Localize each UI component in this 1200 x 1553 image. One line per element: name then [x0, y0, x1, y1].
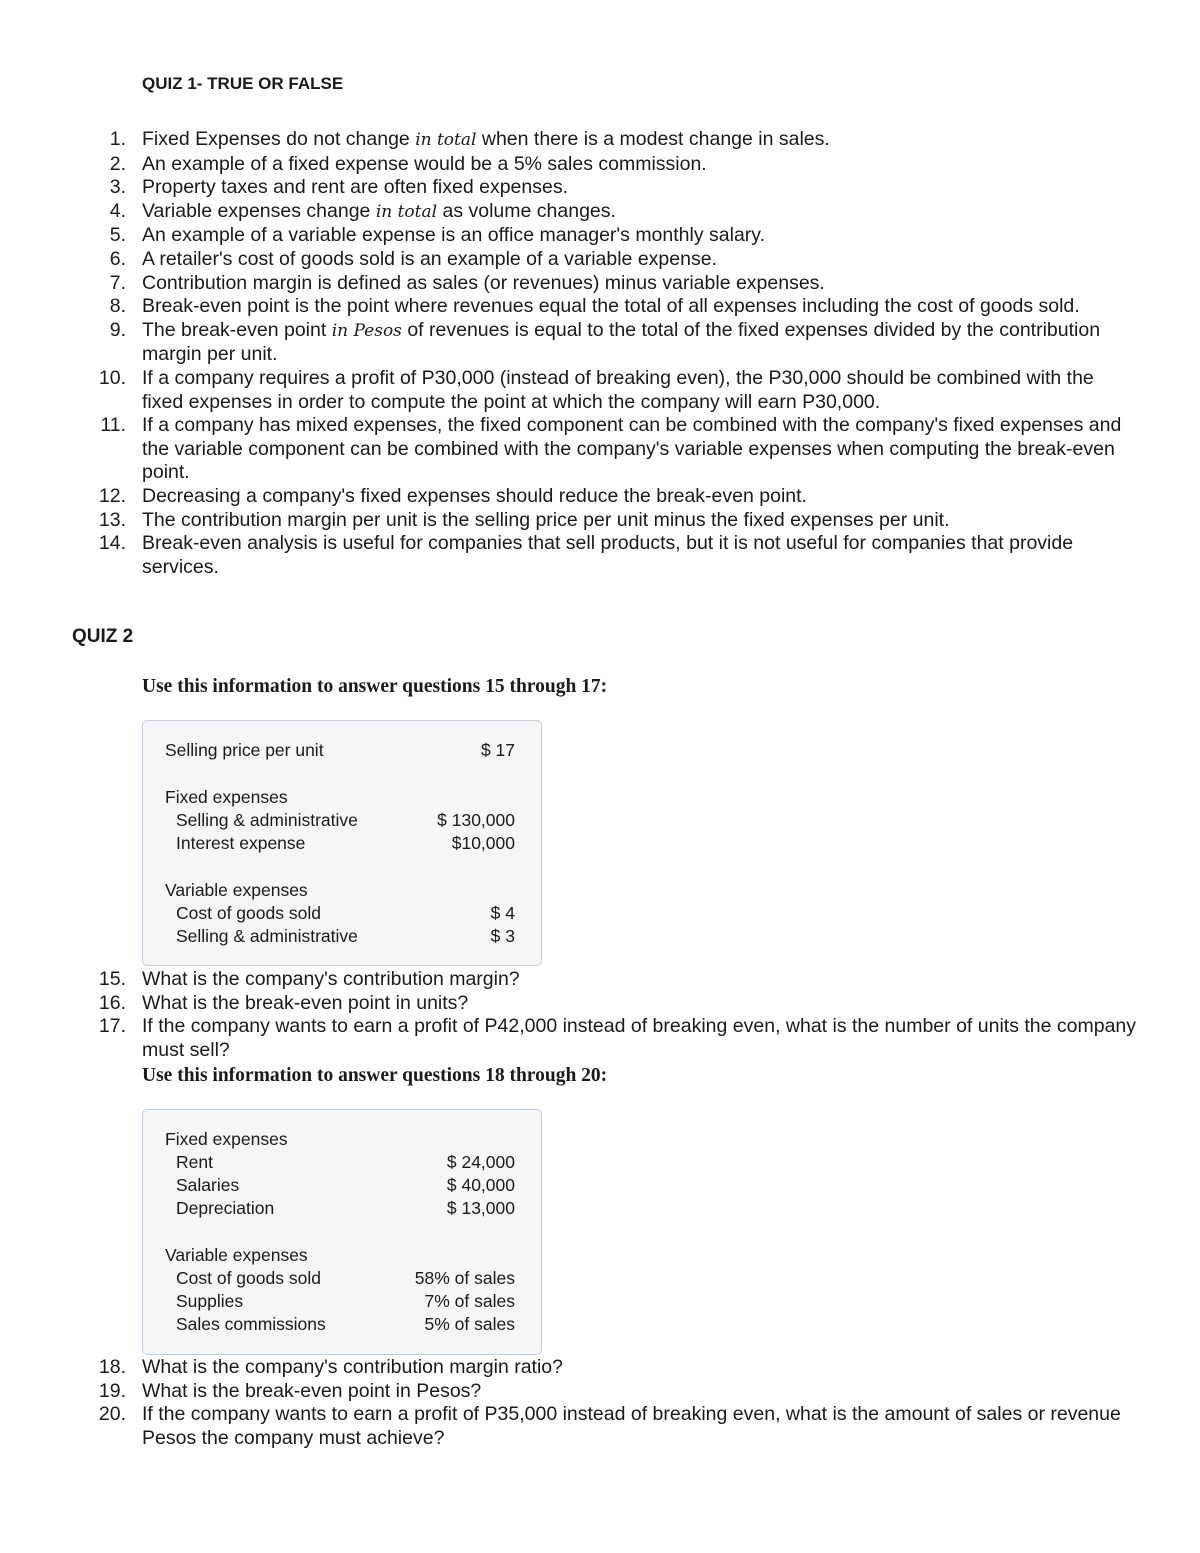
- row-label: Depreciation: [176, 1198, 275, 1218]
- emphasis: in total: [375, 201, 438, 222]
- info-table-2: [142, 1109, 542, 1355]
- row-label: Selling & administrative: [176, 810, 358, 830]
- quiz1-question-list: [0, 128, 1140, 579]
- item-number: 1.: [109, 128, 126, 150]
- item-text: The contribution margin per unit is the selling price per unit minus the fixed expenses per unit.: [142, 508, 950, 531]
- list-item: [0, 367, 1140, 414]
- row-value: 7% of sales: [424, 1291, 515, 1311]
- row-label: Selling & administrative: [176, 926, 358, 946]
- list-item: [0, 968, 1140, 992]
- table-row: [143, 1152, 541, 1175]
- item-text: If the company wants to earn a profit of P35,000 instead of breaking even, what is the amount of sales or revenue Pesos the company must achieve?: [142, 1403, 1121, 1449]
- item-number: 7.: [109, 271, 126, 294]
- list-item: [0, 992, 1140, 1016]
- info-heading-18-20: Use this information to answer questions 18 through 20:: [142, 1065, 608, 1086]
- item-text: Break-even point is the point where revenues equal the total of all expenses including the cost of goods sold.: [142, 295, 1080, 318]
- item-number: 4.: [109, 199, 126, 222]
- emphasis: in total: [415, 130, 477, 150]
- row-value: 58% of sales: [414, 1268, 515, 1288]
- table-section-header: [143, 880, 541, 903]
- item-number: 17.: [98, 1015, 126, 1038]
- row-label: Variable expenses: [165, 1245, 308, 1265]
- item-number: 20.: [98, 1403, 126, 1426]
- item-number: 11.: [100, 414, 126, 437]
- item-text: If a company requires a profit of P30,000 (instead of breaking even), the P30,000 should be combined with the fixed expenses in order to compute the point at which the company will earn P30,000.: [142, 366, 1094, 413]
- quiz2-title: QUIZ 2: [72, 626, 134, 647]
- item-text: Break-even analysis is useful for companies that sell products, but it is not useful for companies that provide services.: [142, 532, 1074, 578]
- quiz2-question-list-2: [0, 1356, 1140, 1450]
- table-row: [143, 1291, 541, 1314]
- item-text: An example of a variable expense is an office manager's monthly salary.: [142, 224, 766, 247]
- item-number: 14.: [98, 532, 126, 555]
- list-item: [0, 153, 1140, 177]
- table-row: [143, 833, 541, 856]
- item-text: What is the break-even point in Pesos?: [142, 1379, 482, 1402]
- table-row: [143, 1198, 541, 1221]
- item-text: What is the break-even point in units?: [142, 991, 469, 1014]
- table-section-header: [143, 1245, 541, 1268]
- item-number: 16.: [98, 991, 126, 1014]
- item-text: What is the company's contribution margin?: [142, 968, 520, 990]
- row-value: $10,000: [451, 833, 515, 853]
- info-table-1: [142, 720, 542, 966]
- item-number: 8.: [109, 295, 126, 318]
- row-label: Selling price per unit: [165, 740, 324, 760]
- item-text: The break-even point in Pesos of revenues is equal to the total of the fixed expenses divided by the contribution margin per unit.: [142, 318, 1101, 366]
- item-text: An example of a fixed expense would be a 5% sales commission.: [142, 152, 707, 175]
- list-item: [0, 224, 1140, 248]
- list-item: [0, 272, 1140, 296]
- item-text: A retailer's cost of goods sold is an example of a variable expense.: [142, 247, 717, 270]
- item-number: 9.: [109, 318, 126, 341]
- row-label: Salaries: [176, 1175, 240, 1195]
- item-number: 3.: [109, 176, 126, 199]
- list-item: [0, 1015, 1140, 1062]
- row-label: Supplies: [176, 1291, 244, 1311]
- row-label: Cost of goods sold: [176, 903, 321, 923]
- list-item: [0, 319, 1140, 367]
- table-row: [143, 810, 541, 833]
- emphasis: in Pesos: [331, 320, 402, 341]
- item-text: Contribution margin is defined as sales (or revenues) minus variable expenses.: [142, 271, 825, 294]
- item-number: 19.: [98, 1379, 126, 1402]
- item-number: 18.: [98, 1356, 126, 1378]
- row-value: $ 3: [490, 926, 515, 946]
- list-item: [0, 1403, 1140, 1450]
- item-text: Variable expenses change in total as volume changes.: [142, 199, 616, 222]
- list-item: [0, 128, 1140, 153]
- table-row: [143, 1268, 541, 1291]
- list-item: [0, 1356, 1140, 1380]
- list-item: [0, 176, 1140, 200]
- list-item: [0, 295, 1140, 319]
- item-number: 5.: [109, 224, 126, 247]
- item-number: 6.: [109, 247, 126, 270]
- table-row: [143, 926, 541, 949]
- row-label: Sales commissions: [176, 1314, 326, 1334]
- table-row: [143, 740, 541, 763]
- quiz1-title: QUIZ 1- TRUE OR FALSE: [142, 74, 344, 93]
- item-text: What is the company's contribution margin ratio?: [142, 1356, 564, 1378]
- row-label: Cost of goods sold: [176, 1268, 321, 1288]
- item-number: 2.: [109, 152, 126, 175]
- list-item: [0, 1380, 1140, 1404]
- item-text: Property taxes and rent are often fixed expenses.: [142, 176, 569, 199]
- list-item: [0, 532, 1140, 579]
- row-label: Fixed expenses: [165, 787, 288, 807]
- quiz2-question-list-1: [0, 968, 1140, 1062]
- item-number: 13.: [98, 508, 126, 531]
- list-item: [0, 485, 1140, 509]
- row-value: $ 24,000: [446, 1152, 515, 1172]
- table-row: [143, 1175, 541, 1198]
- row-value: $ 13,000: [446, 1198, 515, 1218]
- item-text: If a company has mixed expenses, the fixed component can be combined with the company's fixed expenses and the variable component can be combined with the company's variable expenses when computing the break-even point.: [142, 414, 1122, 484]
- table-section-header: [143, 1129, 541, 1152]
- item-number: 15.: [98, 968, 126, 990]
- row-value: $ 4: [490, 903, 515, 923]
- item-text: Decreasing a company's fixed expenses should reduce the break-even point.: [142, 484, 807, 507]
- row-label: Rent: [176, 1152, 213, 1172]
- table-section-header: [143, 787, 541, 810]
- row-value: 5% of sales: [424, 1314, 515, 1334]
- table-row: [143, 1314, 541, 1337]
- item-text: If the company wants to earn a profit of P42,000 instead of breaking even, what is the number of units the company must sell?: [142, 1015, 1137, 1061]
- list-item: [0, 414, 1140, 485]
- list-item: [0, 509, 1140, 533]
- row-label: Fixed expenses: [165, 1129, 288, 1149]
- row-value: $ 40,000: [446, 1175, 515, 1195]
- row-value: $ 130,000: [437, 810, 515, 830]
- item-text: Fixed Expenses do not change in total when there is a modest change in sales.: [142, 128, 830, 150]
- item-number: 10.: [98, 366, 126, 389]
- row-label: Interest expense: [176, 833, 306, 853]
- list-item: [0, 200, 1140, 225]
- info-heading-15-17: Use this information to answer questions 15 through 17:: [142, 676, 608, 697]
- row-value: $ 17: [480, 740, 515, 760]
- table-row: [143, 903, 541, 926]
- row-label: Variable expenses: [165, 880, 308, 900]
- list-item: [0, 248, 1140, 272]
- item-number: 12.: [98, 484, 126, 507]
